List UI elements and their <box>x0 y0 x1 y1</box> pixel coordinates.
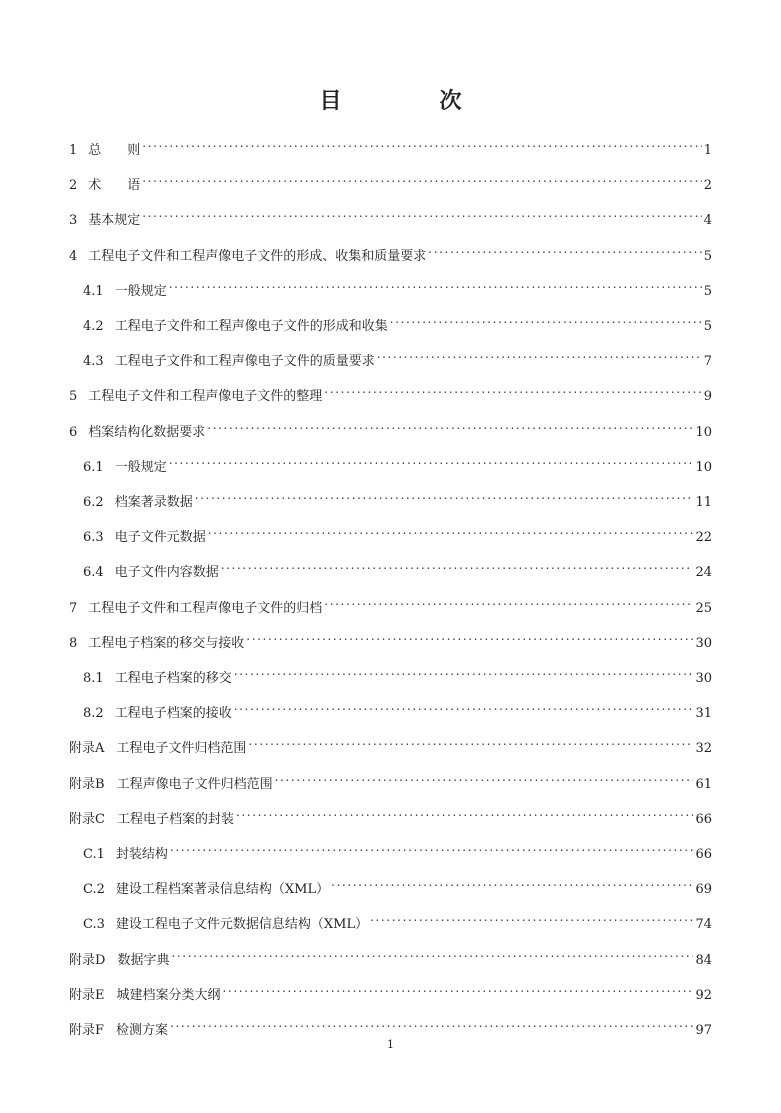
toc-dot-leader <box>324 378 701 400</box>
toc-entry-title: 建设工程电子文件元数据信息结构（XML） <box>115 917 369 933</box>
toc-entry-page: 69 <box>695 882 712 898</box>
toc-entry[interactable] <box>69 977 712 1003</box>
toc-entry-page: 66 <box>695 811 712 827</box>
toc-entry[interactable] <box>83 449 712 475</box>
toc-entry-title: 电子文件内容数据 <box>114 565 219 581</box>
toc-entry-title: 工程电子文件归档范围 <box>116 741 247 757</box>
toc-entry[interactable] <box>83 871 712 898</box>
toc-entry-title: 工程电子文件和工程声像电子文件的质量要求 <box>114 354 375 370</box>
toc-entry-title: 术 语 <box>88 178 141 194</box>
toc-entry-number: 4.1 <box>83 283 104 299</box>
toc-entry-number: 2 <box>69 178 78 194</box>
toc-entry-number: 附录A <box>69 741 105 757</box>
toc-dot-leader <box>142 132 701 154</box>
toc-dot-leader <box>390 308 702 330</box>
toc-entry[interactable] <box>83 484 712 510</box>
toc-entry-page: 5 <box>703 248 712 264</box>
toc-dot-leader <box>223 977 694 999</box>
toc-entry[interactable] <box>69 414 712 440</box>
toc-entry[interactable] <box>83 273 712 299</box>
toc-dot-leader <box>234 695 694 717</box>
toc-entry-number: C.3 <box>83 917 105 933</box>
toc-entry-title: 总 则 <box>88 143 141 158</box>
toc-entry-number: 4.3 <box>83 354 104 370</box>
toc-entry[interactable] <box>69 238 712 264</box>
toc-dot-leader <box>170 1012 693 1034</box>
toc-dot-leader <box>331 871 693 893</box>
toc-entry-page: 9 <box>703 389 712 405</box>
toc-entry-number: 8.1 <box>83 671 104 686</box>
toc-dot-leader <box>169 273 702 295</box>
toc-entry-number: 4 <box>69 248 78 264</box>
toc-entry-title: 数据字典 <box>117 952 170 968</box>
toc-entry-title: 工程电子文件和工程声像电子文件的形成、收集和质量要求 <box>88 248 427 264</box>
toc-entry-title: 工程电子档案的封装 <box>116 811 234 827</box>
page-title: 目 次 <box>319 89 500 114</box>
toc-entry-title: 一般规定 <box>114 459 167 475</box>
toc-entry-title: 档案著录数据 <box>114 495 193 510</box>
toc-entry-number: 6.1 <box>83 459 104 475</box>
toc-entry-page: 97 <box>695 1023 712 1038</box>
toc-dot-leader <box>142 167 701 189</box>
toc-dot-leader <box>195 484 694 506</box>
toc-entry[interactable] <box>83 308 712 334</box>
toc-entry-number: 6.4 <box>83 565 104 581</box>
toc-entry-title: 工程电子档案的接收 <box>114 706 232 722</box>
toc-entry-page: 32 <box>695 741 712 757</box>
toc-dot-leader <box>370 906 693 928</box>
toc-entry-title: 封装结构 <box>115 847 168 862</box>
toc-entry[interactable] <box>69 378 712 405</box>
toc-entry-page: 84 <box>695 952 712 968</box>
toc-dot-leader <box>324 590 693 612</box>
toc-entry-title: 工程声像电子文件归档范围 <box>116 776 273 792</box>
toc-entry[interactable] <box>83 836 712 862</box>
toc-dot-leader <box>207 414 693 436</box>
toc-entry[interactable] <box>83 519 712 546</box>
toc-dot-leader <box>234 660 694 682</box>
toc-dot-leader <box>169 449 694 471</box>
toc-entry-page: 74 <box>695 917 712 933</box>
toc-entry-title: 一般规定 <box>114 283 167 299</box>
toc-entry[interactable] <box>69 167 712 194</box>
toc-entry-number: 4.2 <box>83 319 104 334</box>
toc-entry-number: 附录E <box>69 987 105 1003</box>
toc-dot-leader <box>221 554 694 576</box>
toc-entry-number: 6.3 <box>83 530 104 546</box>
toc-dot-leader <box>170 836 694 858</box>
toc-entry[interactable] <box>69 766 712 792</box>
toc-entry-title: 工程电子档案的移交与接收 <box>88 635 245 651</box>
toc-entry[interactable] <box>69 942 712 968</box>
toc-entry-title: 档案结构化数据要求 <box>88 424 206 440</box>
toc-entry[interactable] <box>83 343 712 370</box>
toc-dot-leader <box>248 730 693 752</box>
toc-entry[interactable] <box>69 1012 712 1038</box>
toc-entry-page: 10 <box>695 459 712 475</box>
toc-entry-page: 61 <box>695 776 712 792</box>
toc-dot-leader <box>142 202 701 224</box>
toc-entry-title: 工程电子档案的移交 <box>114 671 232 686</box>
toc-entry-number: C.2 <box>83 882 105 898</box>
toc-entry-page: 4 <box>703 213 712 229</box>
toc-entry-number: 附录D <box>69 952 106 968</box>
toc-entry-number: 1 <box>69 143 78 158</box>
toc-entry[interactable] <box>69 625 712 651</box>
toc-dot-leader <box>428 238 701 260</box>
toc-entry-page: 66 <box>695 847 712 862</box>
toc-entry-title: 工程电子文件和工程声像电子文件的形成和收集 <box>114 319 388 334</box>
toc-entry-page: 10 <box>695 424 712 440</box>
toc-entry-page: 31 <box>695 706 712 722</box>
toc-entry[interactable] <box>69 590 712 616</box>
toc-entry-number: 5 <box>69 389 78 405</box>
toc-entry-number: 6 <box>69 424 78 440</box>
toc-dot-leader <box>171 942 693 964</box>
toc-entry-number: C.1 <box>83 847 105 862</box>
toc-entry-page: 30 <box>695 635 712 651</box>
toc-entry-page: 5 <box>703 283 712 299</box>
toc-entry-title: 建设工程档案著录信息结构（XML） <box>115 882 330 898</box>
toc-entry[interactable] <box>69 801 712 827</box>
toc-entry-number: 附录F <box>69 1023 105 1038</box>
toc-entry-page: 22 <box>695 530 712 546</box>
toc-entry-number: 6.2 <box>83 495 104 510</box>
toc-entry-number: 附录C <box>69 811 105 827</box>
toc-entry-page: 5 <box>703 319 712 334</box>
toc-entry-page: 11 <box>695 495 712 510</box>
toc-entry-page: 1 <box>703 143 712 158</box>
toc-entry[interactable] <box>69 132 712 158</box>
toc-entry-title: 工程电子文件和工程声像电子文件的归档 <box>88 600 323 616</box>
toc-entry[interactable] <box>83 695 712 722</box>
toc-entry-page: 7 <box>703 354 712 370</box>
toc-entry-title: 电子文件元数据 <box>114 530 206 546</box>
toc-dot-leader <box>208 519 694 541</box>
toc-entry-number: 8.2 <box>83 706 104 722</box>
toc-entry-page: 2 <box>703 178 712 194</box>
toc-entry[interactable] <box>69 730 712 757</box>
toc-dot-leader <box>377 343 702 365</box>
toc-entry-title: 检测方案 <box>116 1023 169 1038</box>
toc-entry-number: 附录B <box>69 776 105 792</box>
toc-dot-leader <box>236 801 693 823</box>
toc-entry-title: 基本规定 <box>88 213 141 229</box>
toc-dot-leader <box>246 625 693 647</box>
toc-dot-leader <box>275 766 694 788</box>
toc-entry-page: 24 <box>695 565 712 581</box>
toc-entry[interactable] <box>83 554 712 581</box>
toc-entry-number: 8 <box>69 635 78 651</box>
toc-entry[interactable] <box>83 906 712 933</box>
toc-entry[interactable] <box>69 202 712 229</box>
toc-entry-title: 城建档案分类大纲 <box>116 987 221 1003</box>
toc-entry-title: 工程电子文件和工程声像电子文件的整理 <box>88 389 323 405</box>
toc-entry-page: 30 <box>695 671 712 686</box>
toc-entry-number: 3 <box>69 213 78 229</box>
toc-entry[interactable] <box>83 660 712 686</box>
page-number-footer: 1 <box>387 1038 394 1051</box>
toc-entry-page: 25 <box>695 600 712 616</box>
toc-entry-number: 7 <box>69 600 78 616</box>
toc-entry-page: 92 <box>695 987 712 1003</box>
